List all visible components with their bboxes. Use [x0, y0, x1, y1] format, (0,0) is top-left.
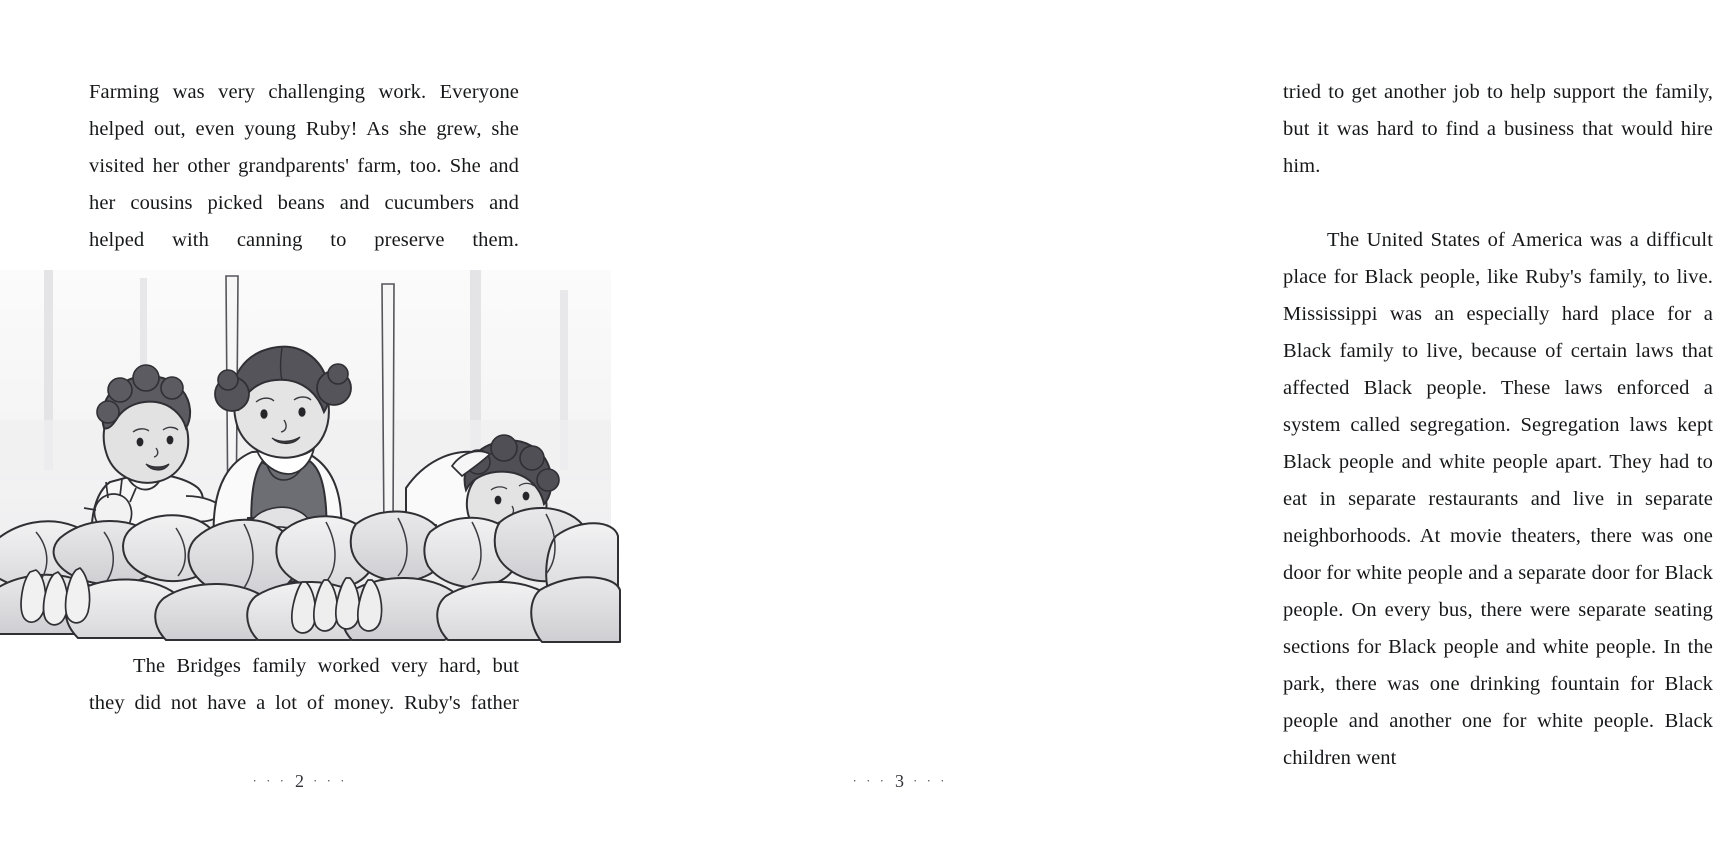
- paragraph: The United States of America was a difficult place for Black people, like Ruby's family, to live. Mississippi was an especially hard place for a Black family to live, because of certain laws that affected Black people. These laws enforced a system called segregation. Segregation laws kept Black people and white people apart. They had to eat in separate restaurants and live in separate neighborhoods. At movie theaters, there was one door for white people and a separate door for Black people. On every bus, there were separate seating sections for Black people and white people. In the park, there was one drinking fountain for Black people and another one for white people. Black children went: [1283, 229, 1713, 769]
- page-left: [0, 0, 600, 850]
- vegetable-row-foreground: [0, 508, 620, 642]
- folio-dots-right: · · ·: [313, 773, 348, 788]
- left-page-body-text-bottom: [89, 648, 519, 759]
- folio-dots-right: · · ·: [913, 773, 948, 788]
- page-right: [600, 0, 1713, 850]
- folio-number: 2: [295, 771, 305, 791]
- left-page-body-text-top: [89, 74, 519, 296]
- folio-number: 3: [895, 771, 905, 791]
- folio-dots-left: · · ·: [252, 773, 287, 788]
- paragraph: tried to get another job to help support the family, but it was hard to find a business that would hire him.: [1283, 81, 1713, 177]
- illustration-children-harvesting: [0, 270, 611, 632]
- paragraph: The Bridges family worked very hard, but they did not have a lot of money. Ruby's father: [89, 655, 519, 714]
- right-page-body-text: [1283, 74, 1713, 777]
- paragraph: Farming was very challenging work. Everyone helped out, even young Ruby! As she grew, she visited her other grandparents' farm, too. She and her cousins picked beans and cucumbers and helped with canning to preserve them.: [89, 81, 519, 251]
- page-number-right: [600, 771, 1200, 792]
- page-number-left: [0, 771, 600, 792]
- folio-dots-left: · · ·: [852, 773, 887, 788]
